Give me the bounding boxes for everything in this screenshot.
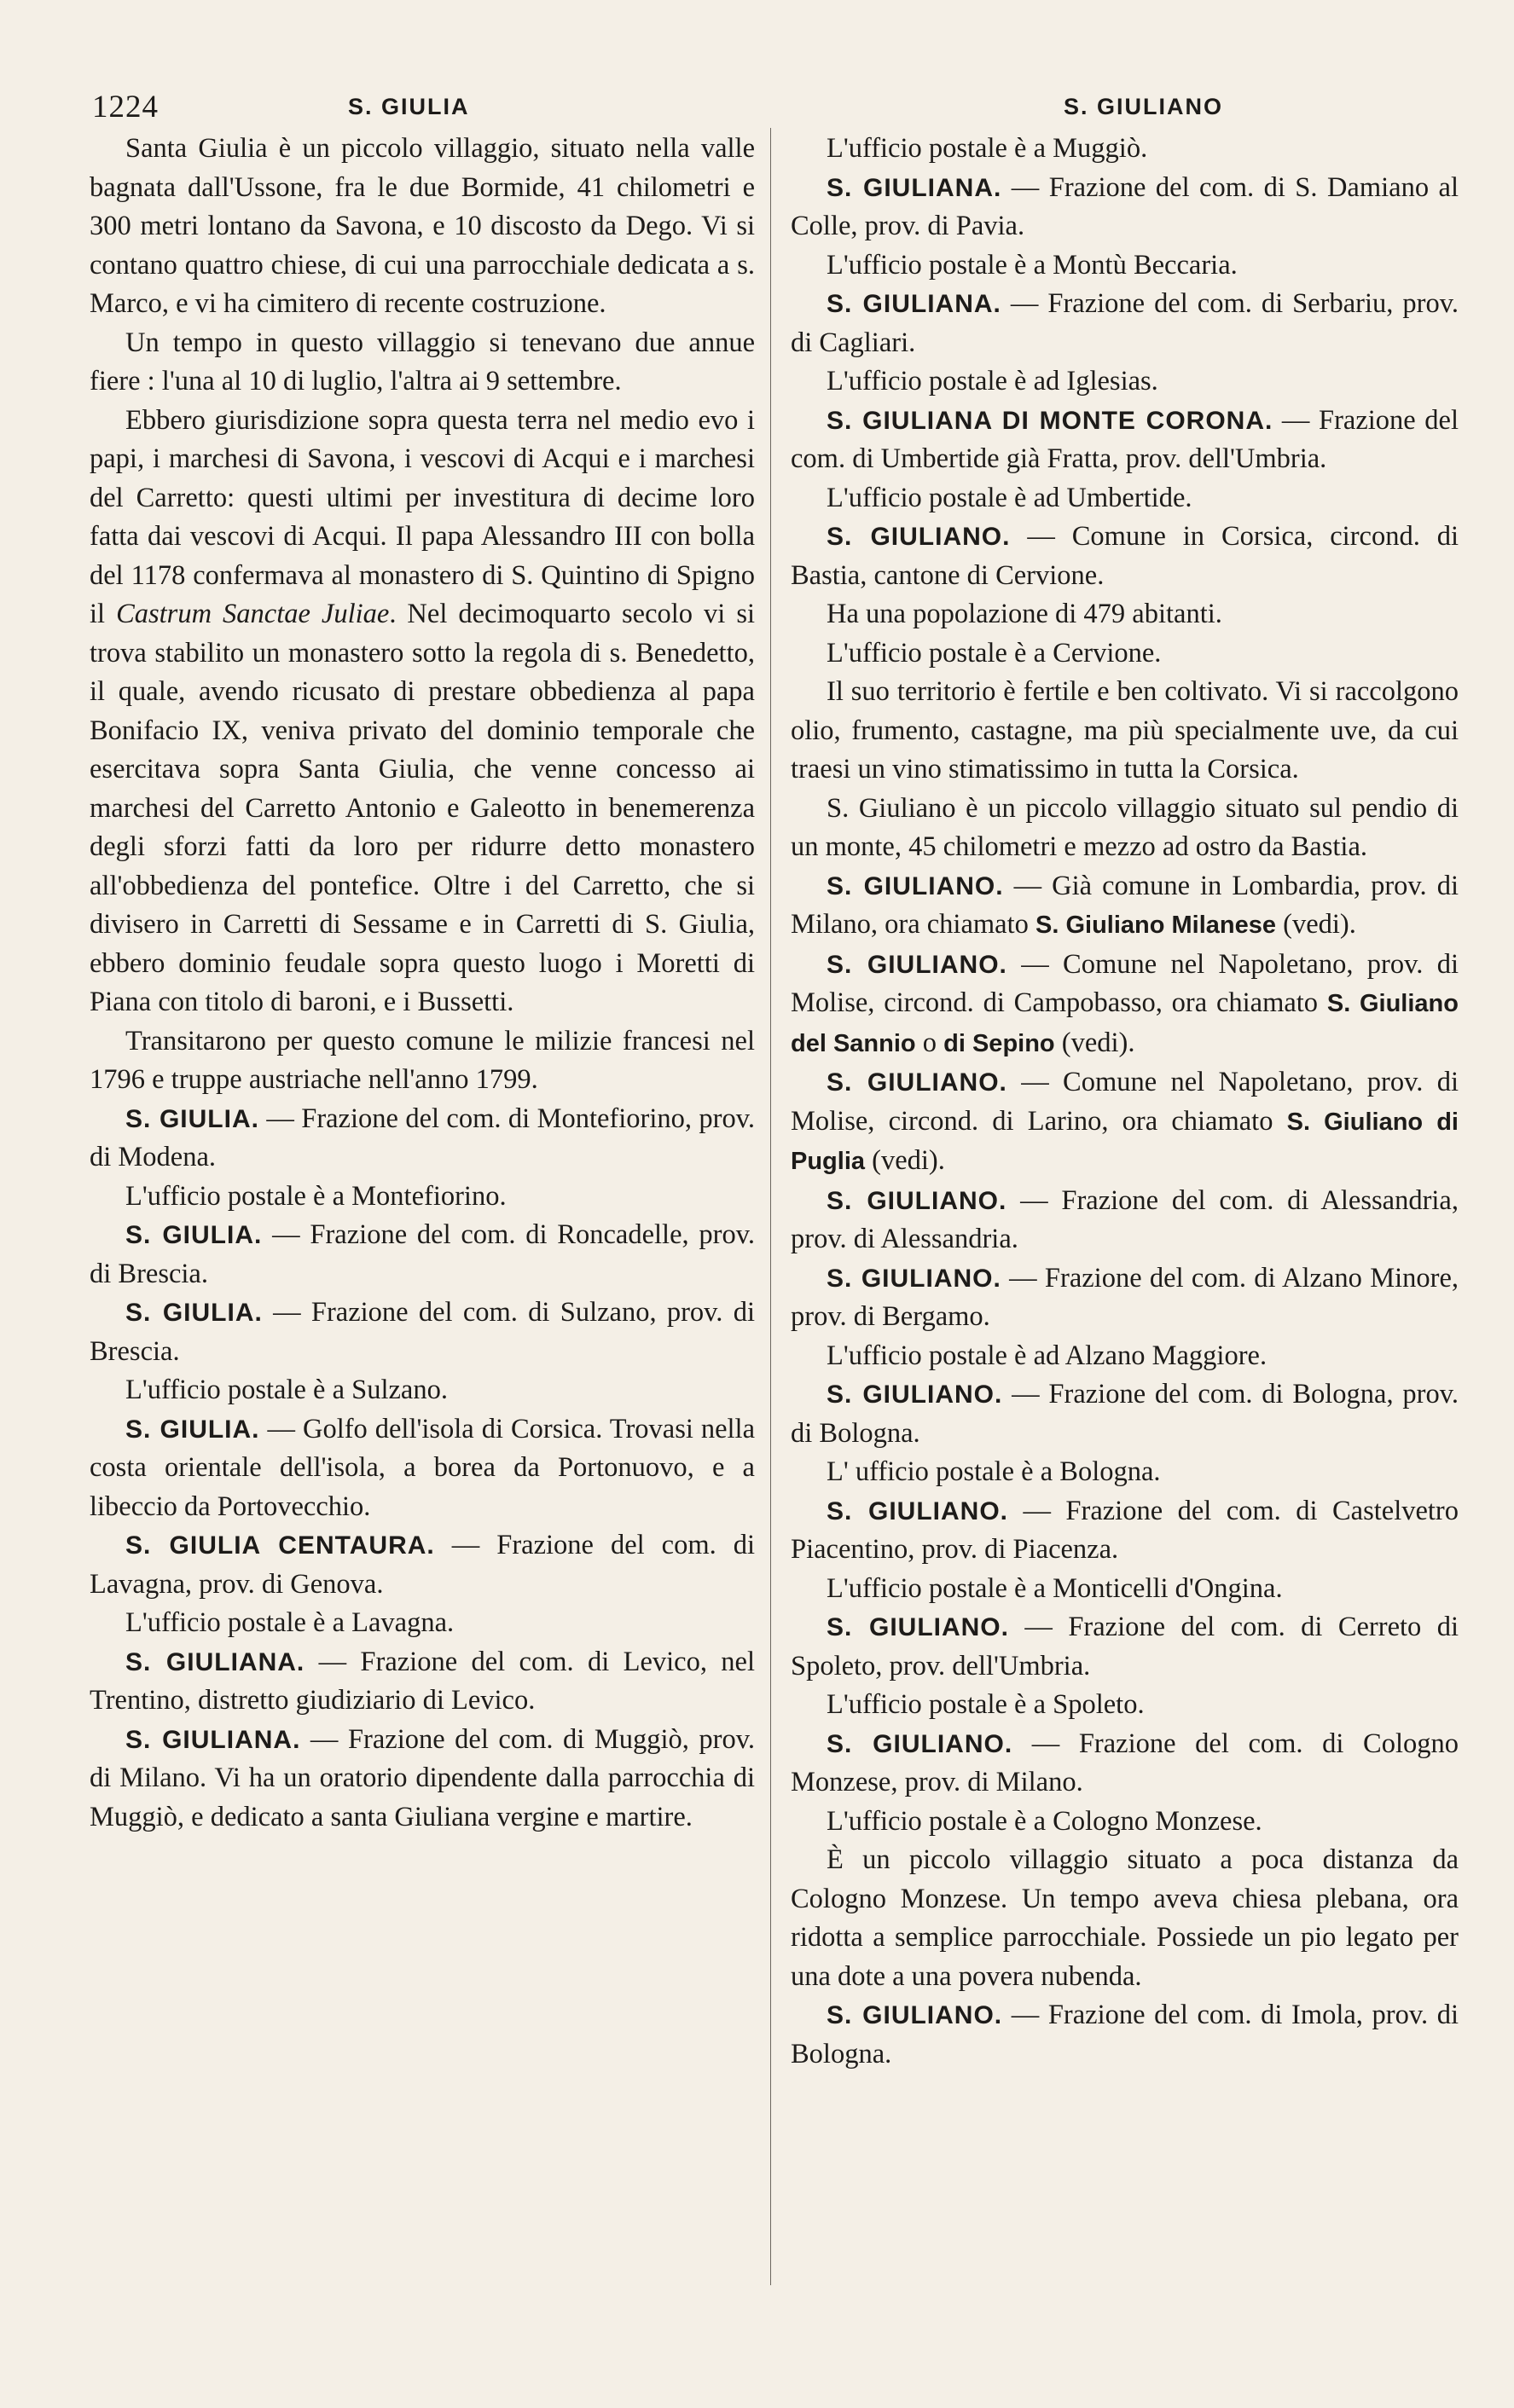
body-text: — Frazione del com. di Alzano Minore, prov. di Bergamo. xyxy=(791,1262,1459,1332)
paragraph xyxy=(90,1526,755,1604)
paragraph xyxy=(791,1259,1459,1337)
right-column xyxy=(791,130,1459,2074)
body-text: — Frazione del com. di Alessandria, prov. di Alessandria. xyxy=(791,1184,1459,1254)
running-head-left: S. GIULIA xyxy=(348,94,470,119)
entry-heading: S. GIULIANO. xyxy=(827,1381,1003,1409)
entry-heading: S. GIULIA. xyxy=(125,1415,260,1444)
paragraph xyxy=(791,673,1459,790)
body-text: Il suo territorio è fertile e ben coltivato. Vi si raccolgono olio, frumento, castagne, ma più specialmente uve, da cui traesi un vino stimatissimo in tutta la Corsica. xyxy=(791,676,1459,784)
paragraph xyxy=(90,1604,755,1643)
body-text: Ha una popolazione di 479 abitanti. xyxy=(827,599,1222,629)
body-text: L'ufficio postale è a Spoleto. xyxy=(827,1689,1145,1720)
body-text: Santa Giulia è un piccolo villaggio, situato nella valle bagnata dall'Ussone, fra le due Bormide, 41 chilometri e 300 metri lontano da Savona, e 10 discosto da Dego. Vi si contano quattro chiese, di cui una parrocchiale dedicata a s. Marco, e vi ha cimitero di recente costruzione. xyxy=(90,133,755,319)
paragraph xyxy=(791,790,1459,867)
entry-heading: S. GIULIANA. xyxy=(125,1725,301,1754)
italic-term: Castrum Sanctae Juliae xyxy=(116,599,390,629)
entry-heading: S. GIULIA CENTAURA. xyxy=(125,1531,435,1560)
paragraph xyxy=(791,246,1459,286)
paragraph xyxy=(791,1492,1459,1570)
body-text: — Frazione del com. di S. Damiano al Colle, prov. di Pavia. xyxy=(791,171,1459,241)
body-text: L'ufficio postale è a Montù Beccaria. xyxy=(827,249,1238,281)
paragraph xyxy=(791,946,1459,1064)
paragraph xyxy=(791,130,1459,169)
paragraph xyxy=(90,1371,755,1410)
body-text: L'ufficio postale è a Cervione. xyxy=(827,637,1162,669)
paragraph xyxy=(90,1022,755,1100)
paragraph xyxy=(791,169,1459,246)
body-text: — Comune in Corsica, circond. di Bastia, cantone di Cervione. xyxy=(791,521,1459,591)
body-text: (vedi). xyxy=(1054,1027,1135,1058)
page-number: 1224 xyxy=(92,90,159,124)
entry-heading: S. GIULIANA. xyxy=(827,173,1002,202)
body-text: — Già comune in Lombardia, prov. di Milano, ora chiamato xyxy=(791,870,1459,940)
body-text: — Frazione del com. di Cologno Monzese, prov. di Milano. xyxy=(791,1728,1459,1797)
paragraph xyxy=(791,1725,1459,1803)
body-text: — Frazione del com. di Castelvetro Piacentino, prov. di Piacenza. xyxy=(791,1495,1459,1565)
body-text: L'ufficio postale è a Lavagna. xyxy=(125,1607,455,1638)
body-text: Ebbero giurisdizione sopra questa terra nel medio evo i papi, i marchesi di Savona, i vescovi di Acqui e i marchesi del Carretto: questi ultimi per investitura di decime loro fatta dai vescovi di Acqui. Il papa Alessandro III con bolla del 1178 confermava al monastero di S. Quintino di Spigno il xyxy=(90,404,755,629)
body-text: — Frazione del com. di Roncadelle, prov. di Brescia. xyxy=(90,1219,755,1289)
body-text: o xyxy=(915,1027,944,1058)
body-text: L'ufficio postale è a Monticelli d'Ongina. xyxy=(827,1572,1283,1604)
body-text: — Frazione del com. di Muggiò, prov. di Milano. Vi ha un oratorio dipendente dalla parrocchia di Muggiò, e dedicato a santa Giuliana vergine e martire. xyxy=(90,1723,755,1832)
entry-heading: S. GIULIANO. xyxy=(827,1186,1007,1215)
entry-heading: S. GIULIANO. xyxy=(827,1264,1001,1293)
left-column xyxy=(90,130,755,1837)
entry-heading: S. GIULIANO. xyxy=(827,523,1011,551)
entry-heading: S. GIULIA. xyxy=(125,1221,263,1249)
paragraph xyxy=(791,1996,1459,2074)
paragraph xyxy=(90,1216,755,1294)
body-text: Un tempo in questo villaggio si tenevano due annue fiere : l'una al 10 di luglio, l'altra ai 9 settembre. xyxy=(90,327,755,397)
paragraph xyxy=(791,1182,1459,1259)
body-text: Transitarono per questo comune le milizie francesi nel 1796 e truppe austriache nell'anno 1799. xyxy=(90,1025,755,1095)
entry-heading: S. GIULIANO. xyxy=(827,950,1007,979)
body-text: L'ufficio postale è ad Iglesias. xyxy=(827,366,1158,397)
entry-heading: S. GIULIANA. xyxy=(125,1647,305,1676)
running-head-right: S. GIULIANO xyxy=(1064,94,1224,119)
body-text: L' ufficio postale è a Bologna. xyxy=(827,1456,1161,1487)
body-text: L'ufficio postale è a Cologno Monzese. xyxy=(827,1805,1262,1837)
paragraph xyxy=(90,1721,755,1838)
paragraph xyxy=(791,402,1459,479)
paragraph xyxy=(90,1410,755,1527)
paragraph xyxy=(791,1570,1459,1609)
paragraph xyxy=(791,285,1459,362)
paragraph xyxy=(90,130,755,324)
body-text: L'ufficio postale è ad Alzano Maggiore. xyxy=(827,1340,1267,1371)
body-text: — Comune nel Napoletano, prov. di Molise, circond. di Campobasso, ora chiamato xyxy=(791,948,1459,1018)
paragraph xyxy=(791,362,1459,402)
paragraph xyxy=(90,324,755,402)
cross-reference: di Sepino xyxy=(943,1029,1055,1057)
cross-reference: S. Giuliano Milanese xyxy=(1035,912,1277,939)
body-text: — Frazione del com. di Umbertide già Fratta, prov. dell'Umbria. xyxy=(791,404,1459,474)
entry-heading: S. GIULIA. xyxy=(125,1299,263,1327)
body-text: — Frazione del com. di Lavagna, prov. di Genova. xyxy=(90,1530,755,1600)
entry-heading: S. GIULIANO. xyxy=(827,1613,1009,1641)
body-text: S. Giuliano è un piccolo villaggio situato sul pendio di un monte, 45 chilometri e mezzo ad ostro da Bastia. xyxy=(791,792,1459,862)
paragraph xyxy=(90,1643,755,1721)
entry-heading: S. GIULIANO. xyxy=(827,871,1004,900)
paragraph xyxy=(791,479,1459,518)
body-text: L'ufficio postale è a Muggiò. xyxy=(827,133,1148,164)
body-text: — Frazione del com. di Cerreto di Spoleto, prov. dell'Umbria. xyxy=(791,1612,1459,1682)
cross-reference: S. Giuliano del Sannio xyxy=(791,990,1459,1057)
cross-reference: S. Giuliano di Puglia xyxy=(791,1108,1459,1175)
body-text: L'ufficio postale è ad Umbertide. xyxy=(827,482,1192,513)
entry-heading: S. GIULIANO. xyxy=(827,1068,1007,1097)
paragraph xyxy=(791,1337,1459,1376)
paragraph xyxy=(90,1294,755,1371)
paragraph xyxy=(791,1841,1459,1996)
body-text: (vedi). xyxy=(1276,909,1356,940)
body-text: — Frazione del com. di Bologna, prov. di Bologna. xyxy=(791,1379,1459,1449)
paragraph xyxy=(791,595,1459,634)
paragraph xyxy=(791,518,1459,595)
entry-heading: S. GIULIANA DI MONTE CORONA. xyxy=(827,406,1273,435)
paragraph xyxy=(791,1375,1459,1453)
body-text: — Frazione del com. di Montefiorino, prov. di Modena. xyxy=(90,1103,755,1172)
body-text: — Frazione del com. di Levico, nel Trentino, distretto giudiziario di Levico. xyxy=(90,1646,755,1716)
entry-heading: S. GIULIA. xyxy=(125,1104,259,1133)
body-text: — Golfo dell'isola di Corsica. Trovasi nella costa orientale dell'isola, a borea da Portonuovo, e a libeccio da Portovecchio. xyxy=(90,1413,755,1522)
paragraph xyxy=(791,867,1459,946)
entry-heading: S. GIULIANO. xyxy=(827,2001,1003,2029)
column-divider xyxy=(770,128,771,2285)
entry-heading: S. GIULIANA. xyxy=(827,290,1001,318)
paragraph xyxy=(90,1100,755,1178)
body-text: L'ufficio postale è a Sulzano. xyxy=(125,1375,448,1405)
body-text: — Frazione del com. di Imola, prov. di Bologna. xyxy=(791,2000,1459,2069)
paragraph xyxy=(90,402,755,1022)
body-text: L'ufficio postale è a Montefiorino. xyxy=(125,1180,507,1212)
body-text: — Frazione del com. di Sulzano, prov. di Brescia. xyxy=(90,1297,755,1367)
body-text: (vedi). xyxy=(865,1145,945,1176)
body-text: È un piccolo villaggio situato a poca distanza da Cologno Monzese. Un tempo aveva chiesa plebana, ora ridotta a semplice parrocchiale. Possiede un pio legato per una dote a una povera nubenda. xyxy=(791,1844,1459,1992)
body-text: — Comune nel Napoletano, prov. di Molise, circond. di Larino, ora chiamato xyxy=(791,1067,1459,1137)
entry-heading: S. GIULIANO. xyxy=(827,1729,1013,1758)
paragraph xyxy=(791,1803,1459,1842)
paragraph xyxy=(791,1453,1459,1492)
paragraph xyxy=(791,1608,1459,1686)
paragraph xyxy=(791,634,1459,674)
entry-heading: S. GIULIANO. xyxy=(827,1496,1009,1525)
body-text: . Nel decimoquarto secolo vi si trova stabilito un monastero sotto la regola di s. Benedetto, il quale, avendo ricusato di prestare obbedienza al papa Bonifacio IX, veniva privato del dominio temporale che esercitava sopra Santa Giulia, che venne concesso ai marchesi del Carretto Antonio e Galeotto in benemerenza degli sforzi fatti da loro per ridurre detto monastero all'obbedienza del pontefice. Oltre i del Carretto, che si divisero in Carretti di Sessame e in Carretti di S. Giulia, ebbero dominio feudale sopra questo luogo i Moretti di Piana con titolo di baroni, e i Bussetti. xyxy=(90,599,755,1017)
paragraph xyxy=(791,1686,1459,1725)
body-text: — Frazione del com. di Serbariu, prov. di Cagliari. xyxy=(791,288,1459,358)
paragraph xyxy=(90,1178,755,1217)
paragraph xyxy=(791,1063,1459,1182)
